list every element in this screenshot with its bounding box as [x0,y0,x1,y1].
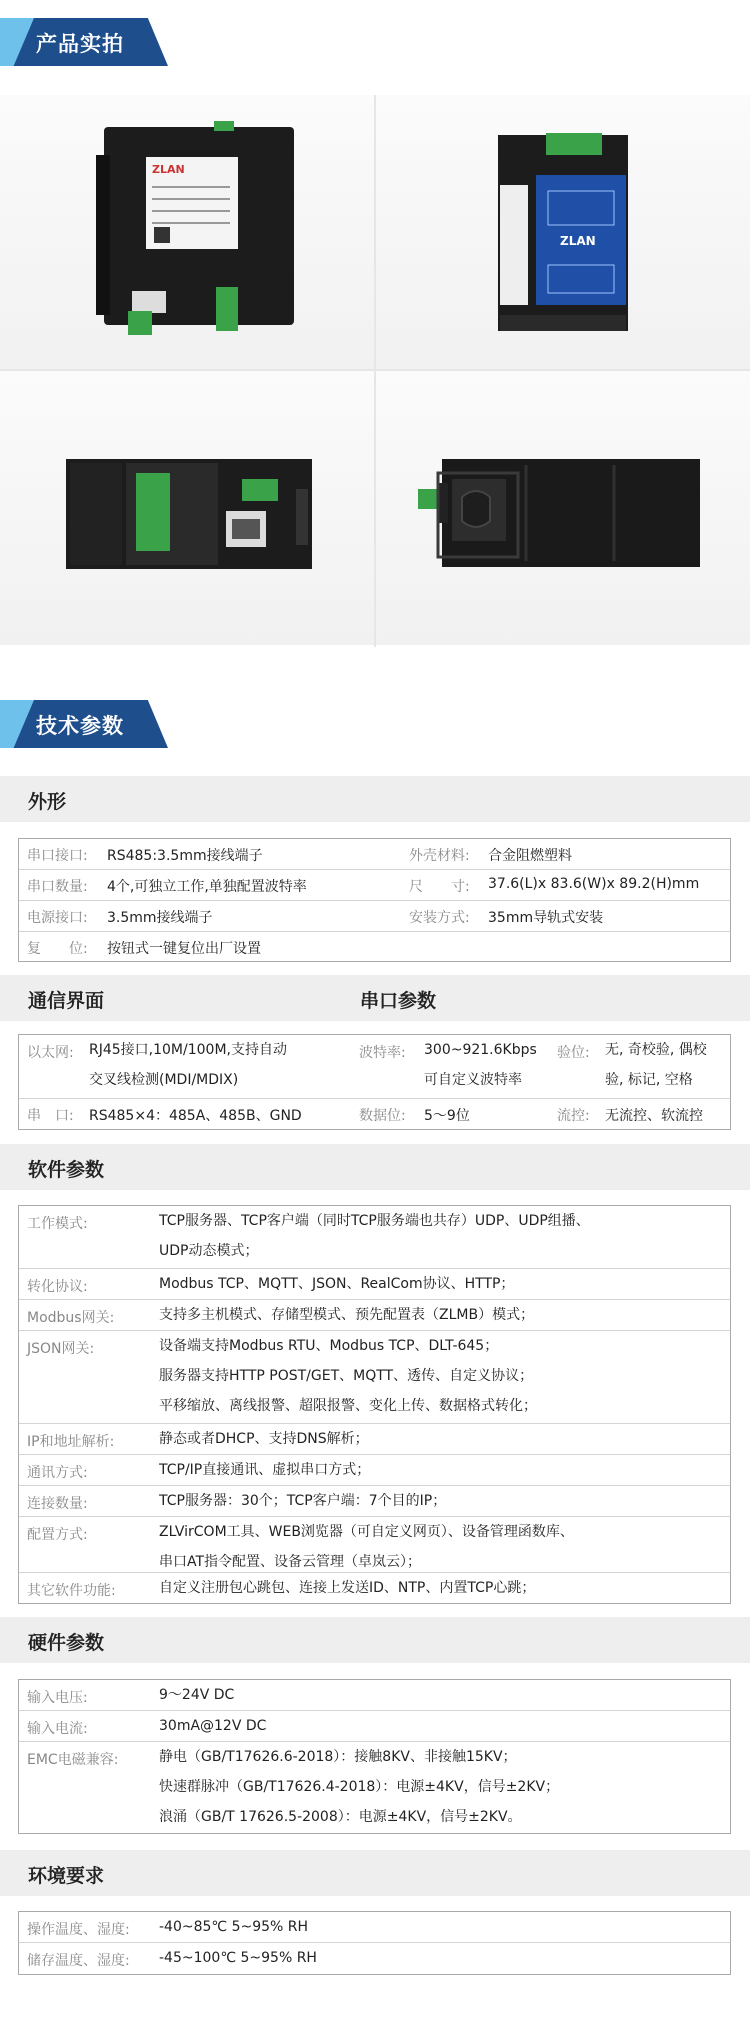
row-value-line: TCP服务器、TCP客户端（同时TCP服务端也共存）UDP、UDP组播、 [159,1213,590,1229]
row-value: -40~85℃ 5~95% RH [159,1919,309,1935]
row-value-line: 设备端支持Modbus RTU、Modbus TCP、DLT-645； [159,1338,499,1354]
row-label: 配置方式: [27,1527,88,1543]
photo-divider-vertical [374,95,376,647]
row-label: 转化协议: [27,1279,88,1295]
table-row [19,1943,730,1975]
row-value [159,1300,534,1330]
row-label: 复 位: [27,941,88,957]
serial-value: RS485×4：485A、485B、GND [89,1108,302,1124]
section-bar-hardware [0,1617,750,1663]
table-row [19,1099,730,1130]
table-row [19,901,730,932]
row-value [159,1455,370,1485]
table-row [19,1455,730,1486]
appearance-title: 外形 [28,791,67,813]
table-row [19,839,730,870]
comm-title-left: 通信界面 [28,990,105,1012]
row-label: EMC电磁兼容: [27,1752,119,1768]
section-bar-environment [0,1850,750,1896]
table-row [19,1035,730,1099]
table-row [19,1206,730,1269]
row-value-line: 9～24V DC [159,1687,235,1703]
section-title-photos: 产品实拍 [36,32,124,56]
databits-value: 5～9位 [424,1108,470,1124]
row-value: 35mm导轨式安装 [488,910,604,926]
row-value: 3.5mm接线端子 [107,910,213,926]
row-value-line: Modbus TCP、MQTT、JSON、RealCom协议、HTTP； [159,1276,515,1292]
ethernet-value-line: RJ45接口,10M/100M,支持自动 [89,1042,287,1058]
row-value [159,1331,537,1421]
table-row [19,1300,730,1331]
row-value: 按钮式一键复位出厂设置 [107,941,261,957]
photo-divider-horizontal [0,369,750,371]
row-value-line: ZLVirCOM工具、WEB浏览器（可自定义网页）、设备管理函数库、 [159,1524,574,1540]
table-row [19,1486,730,1517]
table-row [19,1742,730,1834]
row-label: 通讯方式: [27,1465,88,1481]
row-label: 输入电压: [27,1690,88,1706]
table-row [19,1573,730,1604]
ethernet-label: 以太网: [27,1045,74,1061]
row-label: 电源接口: [27,910,88,926]
section-tag-params [0,700,170,750]
table-row [19,1711,730,1742]
row-label: Modbus网关: [27,1310,115,1326]
databits-label: 数据位: [359,1108,406,1124]
row-value-line: 快速群脉冲（GB/T17626.4-2018）：电源±4KV，信号±2KV； [159,1779,560,1795]
environment-title: 环境要求 [28,1865,105,1887]
row-label: 尺 寸: [409,879,470,895]
section-title-params: 技术参数 [36,714,124,738]
row-label: 工作模式: [27,1216,88,1232]
table-row [19,1424,730,1455]
table-row [19,1680,730,1711]
row-value [159,1424,369,1454]
row-label: 其它软件功能: [27,1583,116,1599]
comm-title-right: 串口参数 [360,990,437,1012]
hardware-title: 硬件参数 [28,1632,105,1654]
section-bar-comm [0,975,750,1021]
device-top-view-icon [0,95,374,369]
device-front-view-icon [376,95,750,369]
row-value-line: 平移缩放、离线报警、超限报警、变化上传、数据格式转化； [159,1398,537,1414]
flow-value: 无流控、软流控 [605,1108,703,1124]
row-value [159,1742,559,1832]
row-label: JSON网关: [27,1341,95,1357]
serial-label: 串 口: [27,1108,74,1124]
row-value-line: 静态或者DHCP、支持DNS解析； [159,1431,369,1447]
device-brand-label: ZLAN [152,163,185,176]
row-value [159,1711,266,1741]
row-value-line: 服务器支持HTTP POST/GET、MQTT、透传、自定义协议； [159,1368,534,1384]
row-value-line: 浪涌（GB/T 17626.5-2008）：电源±4KV，信号±2KV。 [159,1809,522,1825]
flow-label: 流控: [557,1108,590,1124]
row-value-line: 串口AT指令配置、设备云管理（卓岚云）； [159,1554,422,1570]
row-label: 安装方式: [409,910,470,926]
table-row [19,1912,730,1943]
row-value-line: 支持多主机模式、存储型模式、预先配置表（ZLMB）模式； [159,1307,535,1323]
row-label: IP和地址解析: [27,1434,115,1450]
section-tag-photos [0,18,170,68]
check-value-line: 无, 奇校验, 偶校 [605,1042,707,1058]
row-value-line: 静电（GB/T17626.6-2018）：接触8KV、非接触15KV； [159,1749,517,1765]
row-label: 串口接口: [27,848,88,864]
row-value [159,1573,535,1603]
row-label: 外壳材料: [409,848,470,864]
baud-value-line: 可自定义波特率 [424,1072,522,1088]
row-label: 串口数量: [27,879,88,895]
baud-value-line: 300~921.6Kbps [424,1042,537,1058]
check-label: 验位: [557,1045,590,1061]
appearance-table [18,838,731,962]
table-row [19,1517,730,1573]
product-photo-1 [0,95,374,369]
row-value [159,1269,514,1299]
device-connector-side-icon [0,371,374,645]
table-row [19,932,730,962]
row-value [159,1517,574,1577]
section-bar-software [0,1144,750,1190]
row-value-line: 自定义注册包心跳包、连接上发送ID、NTP、内置TCP心跳； [159,1580,536,1596]
table-row [19,870,730,901]
row-value [159,1206,590,1266]
baud-value [424,1035,537,1095]
row-label: 操作温度、湿度: [27,1922,130,1938]
table-row [19,1269,730,1300]
check-value [605,1035,707,1095]
ethernet-value-line: 交叉线检测(MDI/MDIX) [89,1072,239,1088]
row-label: 输入电流: [27,1721,88,1737]
table-row [19,1331,730,1424]
hardware-table [18,1679,731,1834]
device-rail-side-icon [376,371,750,645]
row-value-line: 30mA@12V DC [159,1718,267,1734]
product-photo-3 [0,371,374,645]
row-value [159,1680,234,1710]
row-label: 储存温度、湿度: [27,1953,130,1969]
product-photo-grid [0,95,750,647]
product-photo-4 [376,371,750,645]
row-value-line: UDP动态模式； [159,1243,259,1259]
row-value: 合金阻燃塑料 [488,848,572,864]
section-bar-appearance [0,776,750,822]
row-value-line: TCP/IP直接通讯、虚拟串口方式； [159,1462,371,1478]
product-photo-2 [376,95,750,369]
row-value: 4个,可独立工作,单独配置波特率 [107,879,307,895]
environment-table [18,1911,731,1975]
ethernet-value [89,1035,287,1095]
row-value: RS485:3.5mm接线端子 [107,848,263,864]
check-value-line: 验, 标记, 空格 [605,1072,693,1088]
row-value: -45~100℃ 5~95% RH [159,1950,317,1966]
row-value: 37.6(L)x 83.6(W)x 89.2(H)mm [488,876,700,892]
comm-table [18,1034,731,1130]
row-value [159,1486,446,1516]
baud-label: 波特率: [359,1045,406,1061]
device-front-brand-label: ZLAN [560,234,596,248]
row-value-line: TCP服务器：30个；TCP客户端：7个目的IP； [159,1493,447,1509]
software-title: 软件参数 [28,1159,105,1181]
row-label: 连接数量: [27,1496,88,1512]
software-table [18,1205,731,1604]
